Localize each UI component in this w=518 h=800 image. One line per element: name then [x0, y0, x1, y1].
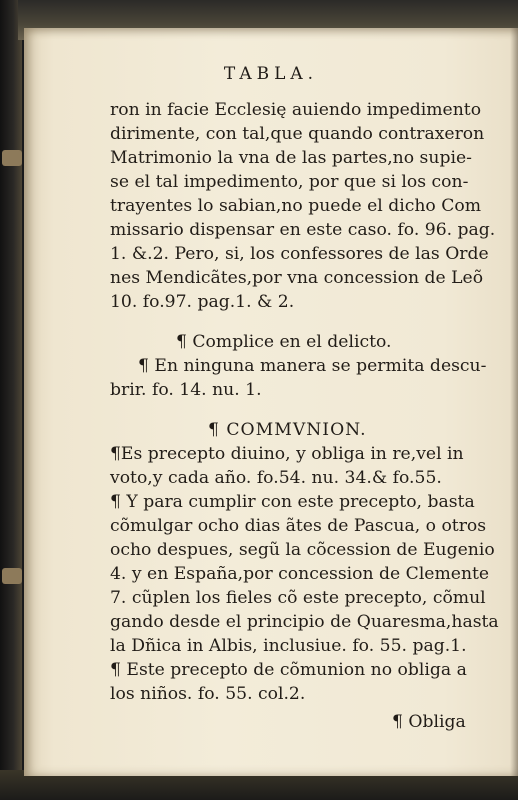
text-line: ¶ Este precepto de cõmunion no obliga a	[110, 660, 467, 680]
text-line: cõmulgar ocho dias ãtes de Pascua, o otros	[110, 516, 487, 536]
entry-heading: ¶ Complice en el delicto.	[176, 332, 392, 352]
catchword: ¶ Obliga	[392, 712, 466, 732]
text-line: gando desde el principio de Quaresma,hasta	[110, 612, 499, 632]
text-line: ocho despues, segũ la cõcession de Eugenio	[110, 540, 495, 560]
section-heading: ¶ COMMVNION.	[208, 420, 367, 440]
text-line: 4. y en España,por concession de Clemente	[110, 564, 490, 584]
text-line: trayentes lo sabian,no puede el dicho Com	[110, 196, 482, 216]
text-line: brir. fo. 14. nu. 1.	[110, 380, 262, 400]
page-header: TABLA.	[223, 64, 319, 84]
text-line: se el tal impedimento, por que si los con-	[110, 172, 469, 192]
text-line: voto,y cada año. fo.54. nu. 34.& fo.55.	[110, 468, 442, 488]
text-line: Matrimonio la vna de las partes,no supie-	[110, 148, 472, 168]
binding-strap	[2, 568, 22, 584]
text-line: 7. cũplen los fieles cõ este precepto, cõmul	[110, 588, 486, 608]
text-line: missario dispensar en este caso. fo. 96. pag.	[110, 220, 496, 240]
text-line: ron in facie Ecclesię auiendo impedimento	[110, 100, 482, 120]
text-line: ¶ En ninguna manera se permita descu-	[138, 356, 487, 376]
text-line: los niños. fo. 55. col.2.	[110, 684, 306, 704]
text-line: la Dñica in Albis, inclusiue. fo. 55. pag.1.	[110, 636, 467, 656]
text-line: dirimente, con tal,que quando contraxeron	[110, 124, 485, 144]
binding-strap	[2, 150, 22, 166]
book-cover-edge	[0, 0, 22, 800]
text-line: 10. fo.97. pag.1. & 2.	[110, 292, 295, 312]
text-line: ¶Es precepto diuino, y obliga in re,vel in	[110, 444, 464, 464]
text-line: nes Mendicãtes,por vna concession de Leõ	[110, 268, 484, 288]
text-line: 1. &.2. Pero, si, los confessores de las Orde	[110, 244, 489, 264]
text-line: ¶ Y para cumplir con este precepto, basta	[110, 492, 475, 512]
